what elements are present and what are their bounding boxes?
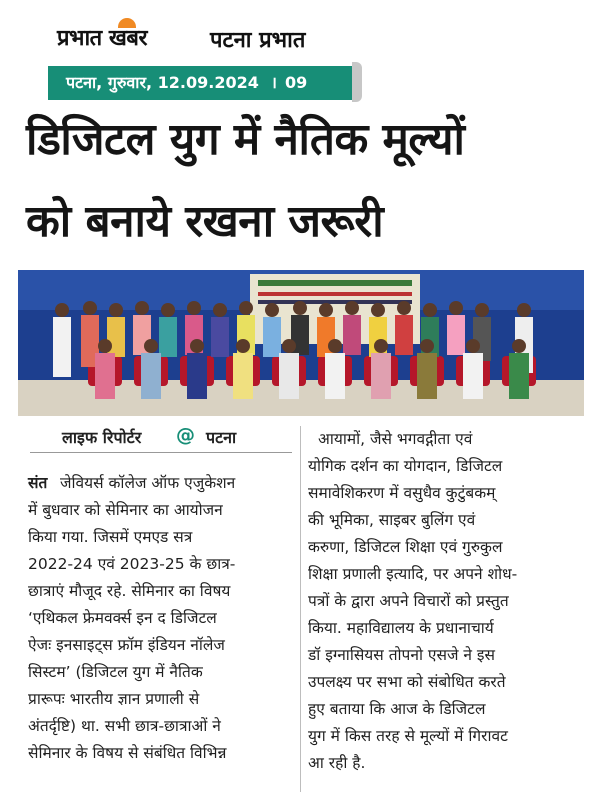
dateline-notch: [352, 62, 362, 102]
byline-rule: [30, 452, 292, 453]
body-line: युग में किस तरह से मूल्यों में गिरावट: [308, 727, 508, 745]
body-line: आयामों, जैसे भगवद्गीता एवं: [318, 430, 473, 448]
body-line: किया. महाविद्यालय के प्रधानाचार्य: [308, 619, 494, 637]
body-line: 2022-24 एवं 2023-25 के छात्र-: [28, 555, 236, 573]
body-line: छात्राएं मौजूद रहे. सेमिनार का विषय: [28, 582, 231, 600]
body-line: समावेशिकरण में वसुधैव कुटुंबकम्: [308, 484, 496, 502]
edition-name: पटना प्रभात: [210, 28, 306, 53]
masthead: [0, 0, 600, 60]
byline-at: @: [176, 424, 195, 446]
lead-word: संत: [28, 474, 48, 492]
page-number: 09: [284, 73, 308, 92]
dateline-separator: ।: [270, 73, 277, 92]
body-line: आ रही है.: [308, 754, 366, 772]
body-line: सेमिनार के विषय से संबंधित विभिन्न: [28, 744, 227, 762]
body-line: उपलक्ष्य पर सभा को संबोधित करते: [308, 673, 506, 691]
body-line: प्रारूपः भारतीय ज्ञान प्रणाली से: [28, 690, 200, 708]
body-line: करुणा, डिजिटल शिक्षा एवं गुरुकुल: [308, 538, 503, 556]
body-line: में बुधवार को सेमिनार का आयोजन: [28, 501, 223, 519]
dateline-banner: [48, 66, 356, 100]
body-line: ‘एथिकल फ्रेमवर्क्स इन द डिजिटल: [28, 609, 217, 627]
byline: [30, 424, 296, 452]
body-line: पत्रों के द्वारा अपने विचारों को प्रस्तुत: [308, 592, 509, 610]
body-line: अंतर्दृष्टि) था. सभी छात्र-छात्राओं ने: [28, 717, 221, 735]
headline-line-2: को बनाये रखना जरूरी: [26, 196, 384, 247]
body-line: योगिक दर्शन का योगदान, डिजिटल: [308, 457, 503, 475]
body-line: जेवियर्स कॉलेज ऑफ एजुकेशन: [60, 474, 236, 492]
body-line: सिस्टम’ (डिजिटल युग में नैतिक: [28, 663, 203, 681]
headline-line-1: डिजिटल युग में नैतिक मूल्यों: [26, 114, 465, 165]
paper-logo: प्रभात खबर: [57, 26, 147, 51]
body-line: शिक्षा प्रणाली इत्यादि, पर अपने शोध-: [308, 565, 518, 583]
body-line: की भूमिका, साइबर बुलिंग एवं: [308, 511, 476, 529]
body-line: ऐजः इनसाइट्स फ्रॉम इंडियन नॉलेज: [28, 636, 225, 654]
column-divider: [300, 426, 301, 792]
body-line: किया गया. जिसमें एमएड सत्र: [28, 528, 193, 546]
byline-reporter: लाइफ रिपोर्टर: [62, 428, 142, 447]
byline-place: पटना: [206, 428, 237, 447]
body-line: डॉ इग्नासियस तोपनो एसजे ने इस: [308, 646, 495, 664]
dateline-text: पटना, गुरुवार, 12.09.2024: [66, 73, 259, 92]
group-photo: [18, 270, 584, 416]
body-line: हुए बताया कि आज के डिजिटल: [308, 700, 486, 718]
